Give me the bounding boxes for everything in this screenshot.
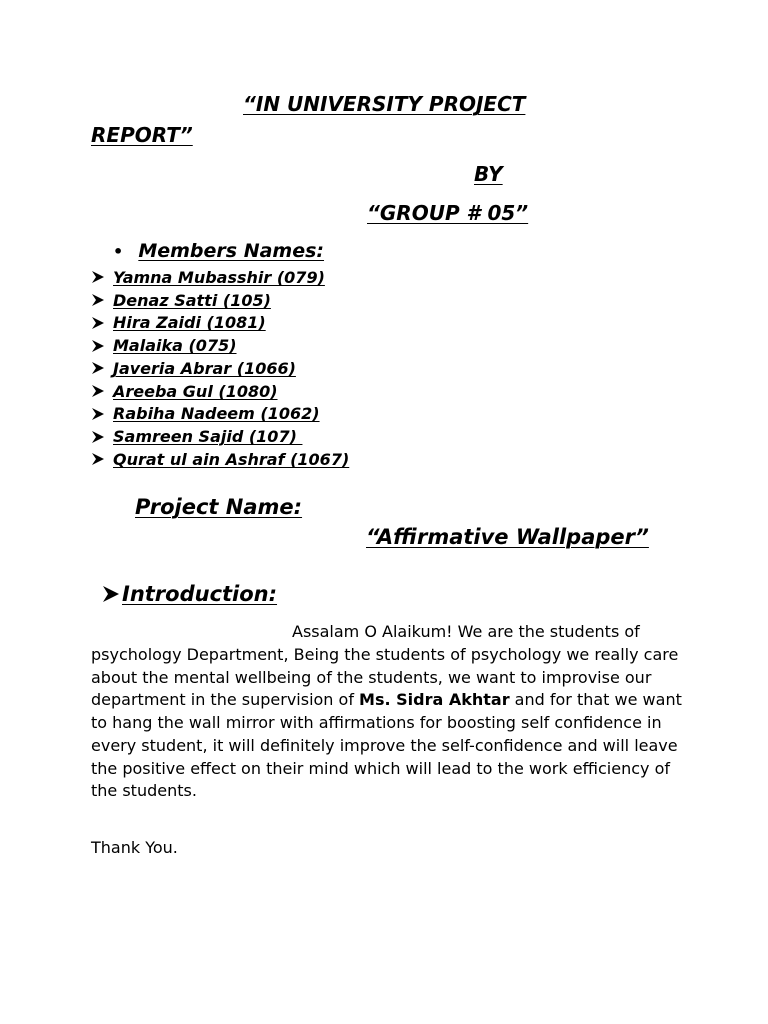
member-name: Yamna Mubasshir (079): [113, 267, 325, 287]
member-name: Denaz Satti (105): [113, 290, 271, 310]
report-title-line-1: “IN UNIVERSITY PROJECT: [243, 92, 526, 116]
bullet-dot-icon: •: [113, 242, 124, 261]
list-item: [91, 266, 349, 289]
project-name-value: “Affirmative Wallpaper”: [366, 525, 649, 549]
closing-text: Thank You.: [91, 838, 178, 857]
arrow-right-icon: [91, 384, 105, 398]
list-item: [91, 425, 349, 448]
introduction-heading-row: [102, 582, 277, 606]
list-item: [91, 334, 349, 357]
supervisor-name: Ms. Sidra Akhtar: [359, 690, 510, 710]
introduction-heading: Introduction:: [122, 582, 278, 606]
list-item: [91, 312, 349, 335]
list-item: [91, 289, 349, 312]
member-name: Samreen Sajid (107): [113, 427, 303, 447]
introduction-text-part-2: and for that we want to hang the wall mirror with affirmations for boosting self confidence in every student, it will definitely improve the self-confidence and will leave the positive effect on their mind which will lead to the work efficiency of the students.: [91, 690, 682, 801]
member-name: Qurat ul ain Ashraf (1067): [113, 449, 350, 469]
list-item: [91, 357, 349, 380]
introduction-paragraph: [91, 621, 691, 803]
arrow-right-icon: [91, 430, 105, 444]
member-name: Areeba Gul (1080): [113, 381, 278, 401]
report-title-line-2: REPORT”: [91, 123, 193, 147]
members-heading: Members Names:: [138, 240, 325, 262]
list-item: [91, 448, 349, 471]
arrow-right-icon: [102, 585, 120, 603]
project-name-label: Project Name:: [135, 495, 303, 519]
arrow-right-icon: [91, 361, 105, 375]
members-list: [91, 266, 349, 471]
member-name: Javeria Abrar (1066): [113, 358, 296, 378]
introduction-text-part-1: Assalam O Alaikum! We are the students of psychology Department, Being the students of psychology we really care about the mental wellbeing of the students, we want to improvise our department in the supervision of: [91, 622, 679, 710]
list-item: [91, 380, 349, 403]
arrow-right-icon: [91, 270, 105, 284]
member-name: Hira Zaidi (1081): [113, 313, 266, 333]
report-by: BY: [474, 162, 503, 186]
arrow-right-icon: [91, 339, 105, 353]
arrow-right-icon: [91, 316, 105, 330]
member-name: Malaika (075): [113, 336, 237, 356]
list-item: [91, 403, 349, 426]
arrow-right-icon: [91, 452, 105, 466]
arrow-right-icon: [91, 407, 105, 421]
report-group: “GROUP # 05”: [367, 201, 529, 225]
arrow-right-icon: [91, 293, 105, 307]
members-heading-row: [113, 240, 324, 262]
member-name: Rabiha Nadeem (1062): [113, 404, 320, 424]
